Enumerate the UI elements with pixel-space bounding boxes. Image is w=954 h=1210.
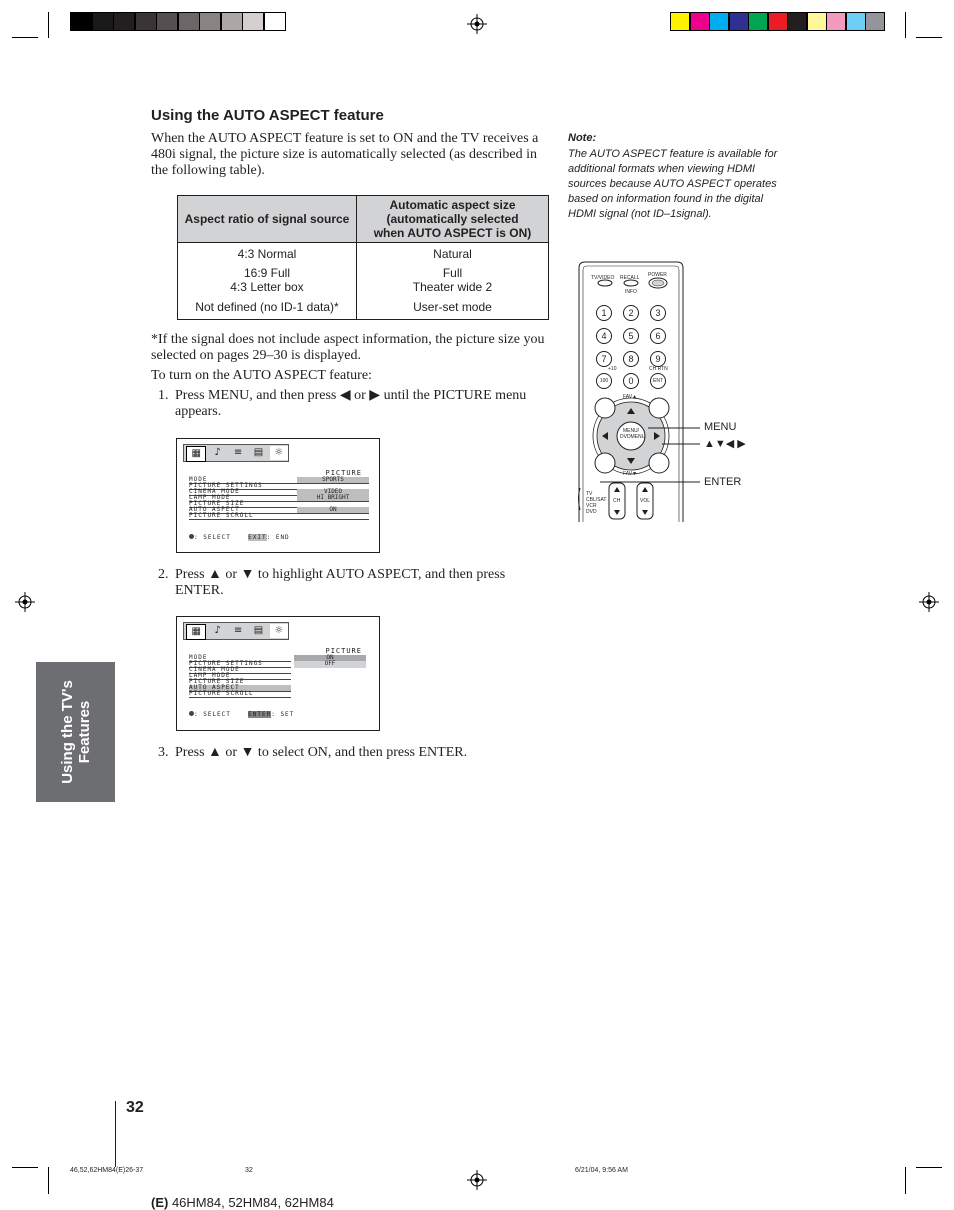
color-swatch xyxy=(670,12,690,31)
step-3-text: Press ▲ or ▼ to select ON, and then press ENTER. xyxy=(175,745,468,760)
digit-button[interactable]: 3 xyxy=(650,305,666,321)
table-header-left: Aspect ratio of signal source xyxy=(178,196,357,243)
color-swatch xyxy=(787,12,807,31)
digit-button[interactable]: 8 xyxy=(623,351,639,367)
menu-center-label: MENU/ DVDMENU xyxy=(620,428,646,440)
setup-icon: ≡ xyxy=(233,625,243,636)
osd-icon-bar xyxy=(183,622,289,640)
power-label: POWER xyxy=(648,272,667,278)
digit-button[interactable]: 5 xyxy=(623,328,639,344)
setup-icon: ≡ xyxy=(233,447,243,458)
audio-icon: ♪ xyxy=(214,625,221,636)
table-row xyxy=(178,243,549,263)
intro-paragraph: When the AUTO ASPECT feature is set to ON and the TV receives a 480i signal, the picture size is automatically selected (as described in the following table). xyxy=(151,131,539,178)
option-on: ON xyxy=(294,655,366,661)
osd-menu-item[interactable]: LAMP MODE xyxy=(189,494,231,501)
step-2-text: Press ▲ or ▼ to highlight AUTO ASPECT, and then press ENTER. xyxy=(175,567,506,598)
osd-menu-item[interactable]: PICTURE SIZE xyxy=(189,500,245,507)
table-cell: User-set mode xyxy=(357,295,549,320)
color-swatch xyxy=(826,12,846,31)
applications-icon: ▤ xyxy=(253,447,264,458)
footer-file: 46,52,62HM84(E)26-37 xyxy=(70,1167,144,1174)
grayscale-swatch xyxy=(264,12,286,31)
color-swatch xyxy=(748,12,768,31)
digit-button[interactable]: 7 xyxy=(596,351,612,367)
osd-divider xyxy=(189,697,291,698)
digit-button[interactable]: ENT xyxy=(650,373,666,389)
grayscale-swatch xyxy=(242,12,264,31)
ch-label: CH xyxy=(613,498,621,504)
osd-menu-item[interactable]: AUTO ASPECT xyxy=(189,685,291,691)
preference-icon: ☼ xyxy=(270,446,288,460)
digit-button[interactable]: 9 xyxy=(650,351,666,367)
osd-option-box xyxy=(294,655,366,668)
note-line: HDMI signal (not ID–1signal). xyxy=(568,208,712,220)
table-row xyxy=(178,295,549,320)
osd-menu-item[interactable]: PICTURE SETTINGS xyxy=(189,660,263,667)
table-cell: 4:3 Normal xyxy=(237,247,297,261)
digit-button[interactable]: 100 xyxy=(596,373,612,389)
osd-menu-item[interactable]: CINEMA MODE xyxy=(189,666,240,673)
fav-down-label: FAV▼ xyxy=(623,471,638,477)
registration-mark-top xyxy=(467,14,487,34)
color-swatch xyxy=(690,12,710,31)
side-tab xyxy=(36,662,115,802)
picture-icon: ▦ xyxy=(186,446,206,462)
fav-up-label: FAV▲ xyxy=(623,394,638,400)
source-labels: TV CBL/SAT VCR DVD xyxy=(586,491,607,515)
osd-icon-bar xyxy=(183,444,289,462)
aspect-table xyxy=(177,195,549,320)
side-tab-line-2: Features xyxy=(75,700,93,764)
note-line: additional formats when viewing HDMI xyxy=(568,163,756,175)
osd-menu-value: SPORTS xyxy=(297,477,369,483)
table-cell: 16:9 Full 4:3 Letter box xyxy=(230,266,304,294)
audio-icon: ♪ xyxy=(214,447,221,458)
registration-mark-right xyxy=(919,592,939,612)
osd-picture-menu-2 xyxy=(176,616,380,731)
grayscale-swatch xyxy=(92,12,114,31)
side-tab-line-1: Using the TV's xyxy=(58,680,76,784)
footnote: *If the signal does not include aspect information, the picture size you selected on pages 29–30 is displayed. xyxy=(151,332,545,363)
model-line: (E) 46HM84, 52HM84, 62HM84 xyxy=(151,1195,334,1210)
grayscale-swatch xyxy=(221,12,243,31)
osd-menu-item[interactable]: PICTURE SETTINGS xyxy=(189,482,263,489)
table-cell: Full Theater wide 2 xyxy=(357,262,549,295)
color-swatch xyxy=(846,12,866,31)
digit-button[interactable]: 0 xyxy=(623,373,639,389)
preference-icon: ☼ xyxy=(270,624,288,638)
osd-divider xyxy=(189,519,369,520)
table-cell: Not defined (no ID-1 data)* xyxy=(195,300,339,314)
grayscale-swatch xyxy=(135,12,157,31)
turn-on-text: To turn on the AUTO ASPECT feature: xyxy=(151,368,372,383)
vol-label: VOL xyxy=(640,498,651,504)
step-3-number: 3. xyxy=(158,745,169,760)
page-number-rule xyxy=(115,1101,116,1167)
table-cell: Natural xyxy=(357,243,549,263)
osd-menu-item[interactable]: PICTURE SCROLL xyxy=(189,512,254,519)
step-2-number: 2. xyxy=(158,567,169,582)
osd-picture-menu-1 xyxy=(176,438,380,553)
table-row xyxy=(178,262,549,295)
plus10-label: +10 xyxy=(608,366,617,372)
applications-icon: ▤ xyxy=(253,625,264,636)
osd-menu-value: ON xyxy=(297,507,369,513)
callout-menu: MENU xyxy=(704,421,737,433)
ch-rtn-label: CH RTN xyxy=(649,366,668,372)
picture-icon: ▦ xyxy=(186,624,206,640)
note-block xyxy=(568,131,798,222)
step-1-text: Press MENU, and then press ◀ or ▶ until the PICTURE menu appears. xyxy=(175,388,527,419)
osd-menu-item[interactable]: PICTURE SCROLL xyxy=(189,690,254,697)
note-line: The AUTO ASPECT feature is available for xyxy=(568,148,778,160)
tv-video-label: TV/VIDEO xyxy=(591,275,615,281)
registration-mark-bottom xyxy=(467,1170,487,1190)
grayscale-swatch xyxy=(199,12,221,31)
osd-footer: : SELECT EXIT: END xyxy=(189,534,290,541)
section-title: Using the AUTO ASPECT feature xyxy=(151,107,384,124)
callout-lines xyxy=(600,420,710,490)
note-line: sources because AUTO ASPECT operates xyxy=(568,178,777,190)
grayscale-swatch xyxy=(178,12,200,31)
footer-date: 6/21/04, 9:56 AM xyxy=(575,1167,628,1174)
grayscale-swatch xyxy=(113,12,135,31)
osd-footer: : SELECT ENTER: SET xyxy=(189,711,294,718)
osd-menu-value: VIDEO xyxy=(297,489,369,495)
step-1-number: 1. xyxy=(158,388,169,403)
osd-menu-item[interactable]: LAMP MODE xyxy=(189,672,231,679)
color-swatch xyxy=(807,12,827,31)
osd-menu-item[interactable]: MODE xyxy=(189,476,208,483)
recall-label: RECALL xyxy=(620,275,640,281)
osd-menu-item[interactable]: AUTO ASPECT xyxy=(189,506,240,513)
table-header-right: Automatic aspect size (automatically selected when AUTO ASPECT is ON) xyxy=(357,196,549,243)
color-swatch xyxy=(865,12,885,31)
page-number: 32 xyxy=(126,1099,144,1116)
option-off: OFF xyxy=(324,660,336,667)
registration-mark-left xyxy=(15,592,35,612)
color-swatch xyxy=(729,12,749,31)
digit-button[interactable]: 2 xyxy=(623,305,639,321)
osd-menu-item[interactable]: CINEMA MODE xyxy=(189,488,240,495)
callout-arrows: ▲▼◀ ▶ xyxy=(704,438,746,450)
digit-button[interactable]: 6 xyxy=(650,328,666,344)
osd-title: PICTURE xyxy=(325,647,362,655)
footer-page: 32 xyxy=(245,1167,253,1174)
digit-button[interactable]: 1 xyxy=(596,305,612,321)
osd-menu-item[interactable]: PICTURE SIZE xyxy=(189,678,245,685)
grayscale-swatch xyxy=(156,12,178,31)
color-swatch xyxy=(768,12,788,31)
color-swatch xyxy=(709,12,729,31)
osd-menu-item[interactable]: MODE xyxy=(189,654,208,661)
osd-title: PICTURE xyxy=(325,469,362,477)
digit-button[interactable]: 4 xyxy=(596,328,612,344)
osd-menu-value: HI BRIGHT xyxy=(297,495,369,501)
note-line: based on information found in the digital xyxy=(568,193,764,205)
info-label: INFO xyxy=(625,289,637,295)
note-label: Note: xyxy=(568,132,597,144)
callout-enter: ENTER xyxy=(704,476,742,488)
grayscale-swatch xyxy=(70,12,92,31)
